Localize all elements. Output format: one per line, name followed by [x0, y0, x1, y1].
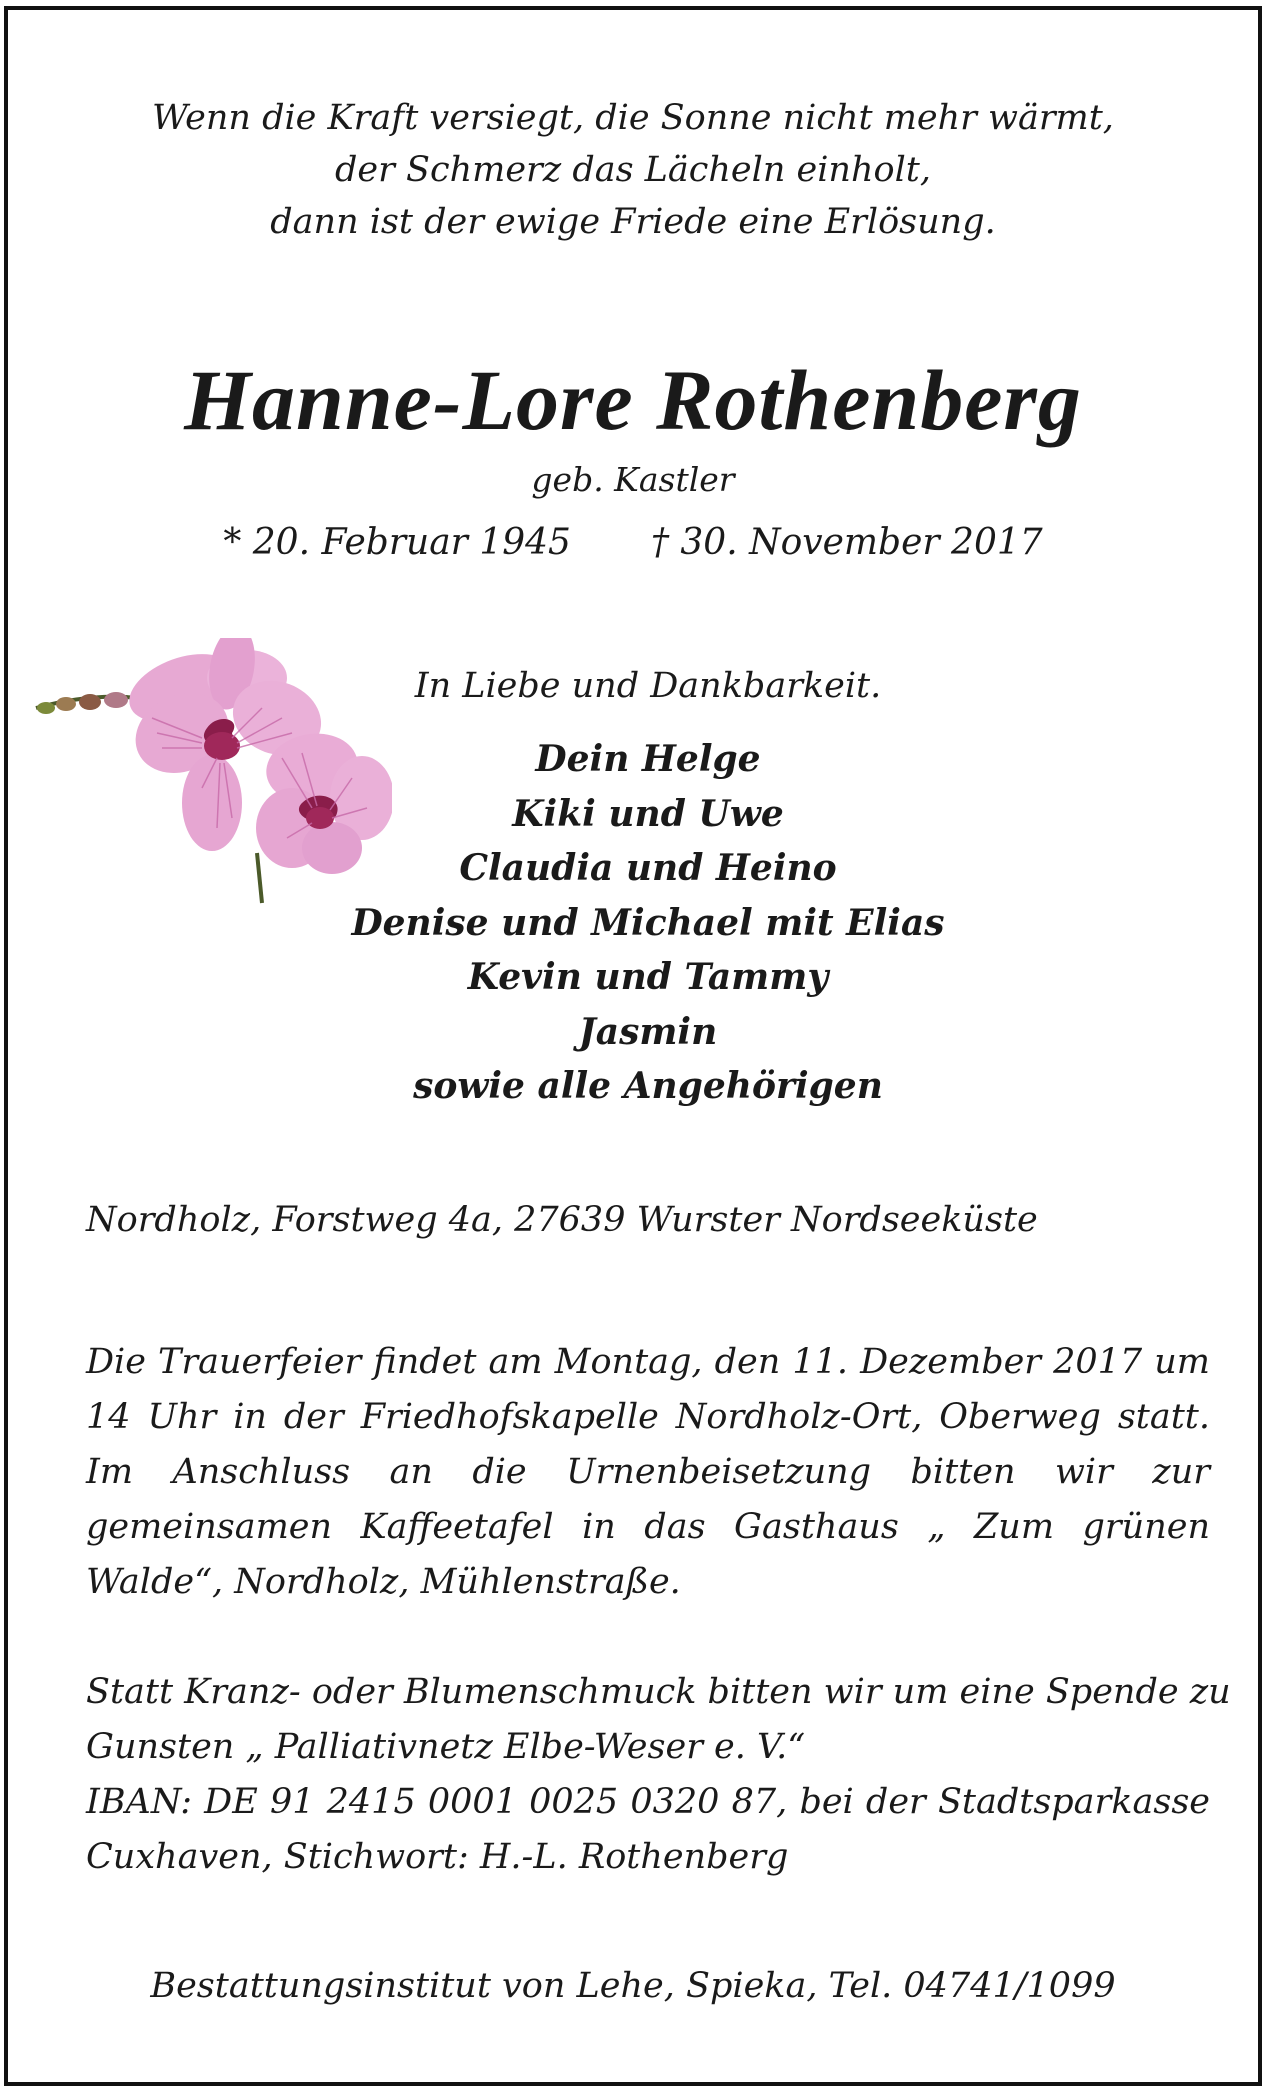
- family-member: Kiki und Uwe: [512, 792, 784, 835]
- service-info: [86, 1335, 1210, 1610]
- service-line: gemeinsamen Kaffeetafel in das Gasthaus „ Zum grünen: [86, 1507, 1210, 1547]
- family-list: [258, 732, 1038, 1114]
- deceased-name: Hanne-Lore Rothenberg: [184, 352, 1082, 448]
- family-member: Kevin und Tammy: [467, 956, 829, 998]
- family-member: Denise und Michael mit Elias: [351, 901, 945, 944]
- maiden-name: geb. Kastler: [531, 460, 735, 499]
- donation-line: Statt Kranz- oder Blumenschmuck bitten wir um eine Spende zu: [86, 1672, 1231, 1712]
- service-line: Die Trauerfeier findet am Montag, den 11. Dezember 2017 um: [86, 1342, 1210, 1382]
- family-address: Nordholz, Forstweg 4a, 27639 Wurster Nordseeküste: [86, 1200, 1038, 1240]
- family-member: Jasmin: [578, 1010, 718, 1053]
- service-line: Walde“, Nordholz, Mühlenstraße.: [86, 1562, 681, 1602]
- life-dates: [8, 522, 1258, 563]
- poem-line: dann ist der ewige Friede eine Erlösung.: [270, 202, 996, 242]
- family-member: Dein Helge: [535, 738, 761, 780]
- service-line: Im Anschluss an die Urnenbeisetzung bitten wir zur: [86, 1452, 1210, 1492]
- poem: [8, 92, 1258, 248]
- dedication-text: In Liebe und Dankbarkeit.: [414, 666, 882, 706]
- family-member: Claudia und Heino: [459, 847, 837, 889]
- donation-line: Gunsten „ Palliativnetz Elbe-Weser e. V.“: [86, 1727, 806, 1767]
- donation-line: Cuxhaven, Stichwort: H.-L. Rothenberg: [86, 1837, 789, 1877]
- obituary-frame: [4, 6, 1262, 2086]
- family-member: sowie alle Angehörigen: [413, 1065, 883, 1107]
- death-date: † 30. November 2017: [650, 522, 1043, 563]
- poem-line: der Schmerz das Lächeln einholt,: [335, 150, 931, 190]
- donation-line: IBAN: DE 91 2415 0001 0025 0320 87, bei der Stadtsparkasse: [86, 1782, 1210, 1822]
- donation-info: [86, 1665, 1231, 1885]
- birth-date: * 20. Februar 1945: [223, 522, 571, 563]
- poem-line: Wenn die Kraft versiegt, die Sonne nicht mehr wärmt,: [152, 98, 1114, 138]
- service-line: 14 Uhr in der Friedhofskapelle Nordholz-Ort, Oberweg statt.: [86, 1397, 1210, 1437]
- funeral-home: Bestattungsinstitut von Lehe, Spieka, Tel. 04741/1099: [150, 1966, 1116, 2006]
